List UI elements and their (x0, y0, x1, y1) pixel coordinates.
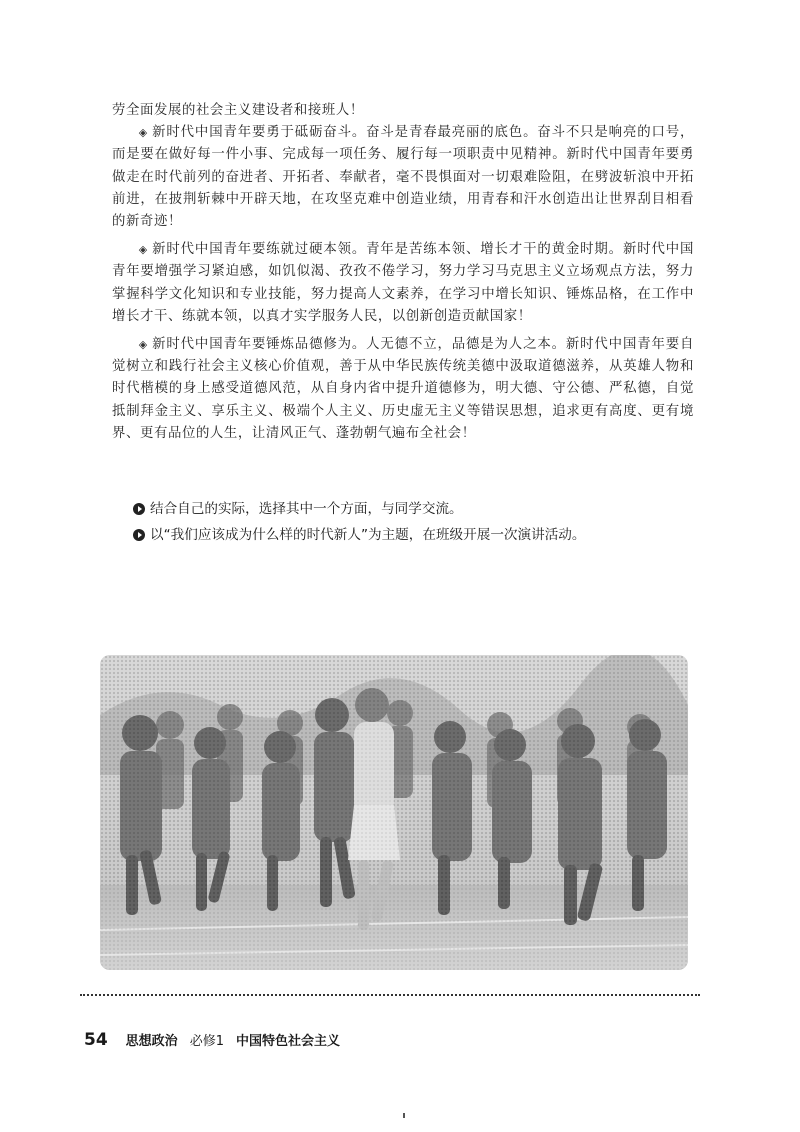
paragraph-text: 新时代中国青年要勇于砥砺奋斗。奋斗是青春最亮丽的底色。奋斗不只是响亮的口号，而是要在做好每一件小事、完成每一项任务、履行每一项职责中见精神。新时代中国青年要勇做走在时代前列的奋进者、开拓者、奉献者，毫不畏惧面对一切艰难险阻，在劈波斩浪中开拓前进，在披荆斩棘中开辟天地，在攻坚克难中创造业绩，用青春和汗水创造出让世界刮目相看的新奇迹！ (112, 125, 694, 230)
paragraph-skills (112, 239, 694, 328)
play-arrow-icon (133, 529, 145, 541)
paragraph-morality (112, 334, 694, 445)
footer-divider (80, 994, 700, 996)
diamond-bullet-icon: ◈ (138, 126, 148, 140)
page-number: 54 (84, 1030, 108, 1050)
scan-mark (403, 1113, 405, 1118)
paragraph-text: 新时代中国青年要练就过硬本领。青年是苦练本领、增长才干的黄金时期。新时代中国青年要增强学习紧迫感，如饥似渴、孜孜不倦学习，努力学习马克思主义立场观点方法，努力掌握科学文化知识和专业技能，努力提高人文素养，在学习中增长知识、锤炼品格，在工作中增长才干、练就本领，以真才实学服务人民，以创新创造贡献国家！ (112, 242, 694, 324)
body-text (112, 100, 694, 445)
task-item (133, 496, 693, 522)
paragraph-text: 新时代中国青年要锤炼品德修为。人无德不立，品德是为人之本。新时代中国青年要自觉树立和践行社会主义核心价值观，善于从中华民族传统美德中汲取道德滋养，从英雄人物和时代楷模的身上感受道德风范，从自身内省中提升道德修为，明大德、守公德、严私德，自觉抵制拜金主义、享乐主义、极端个人主义、历史虚无主义等错误思想，追求更有高度、更有境界、更有品位的人生，让清风正气、蓬勃朝气遍布全社会！ (112, 337, 694, 441)
activity-tasks (133, 496, 693, 548)
diamond-bullet-icon: ◈ (138, 243, 148, 257)
opening-line: 劳全面发展的社会主义建设者和接班人！ (112, 103, 364, 118)
volume-label: 必修1 (189, 1034, 224, 1049)
book-title: 中国特色社会主义 (235, 1034, 340, 1049)
task-text: 以“我们应该成为什么样的时代新人”为主题，在班级开展一次演讲活动。 (150, 527, 586, 543)
play-arrow-icon (133, 503, 145, 515)
page-footer (84, 1030, 352, 1050)
students-running-photo (100, 655, 688, 970)
photo-illustration (100, 655, 688, 970)
task-text: 结合自己的实际，选择其中一个方面，与同学交流。 (150, 501, 463, 517)
task-item (133, 522, 693, 548)
diamond-bullet-icon: ◈ (138, 338, 148, 352)
subject-label: 思想政治 (125, 1034, 178, 1049)
paragraph-striving (112, 122, 694, 233)
